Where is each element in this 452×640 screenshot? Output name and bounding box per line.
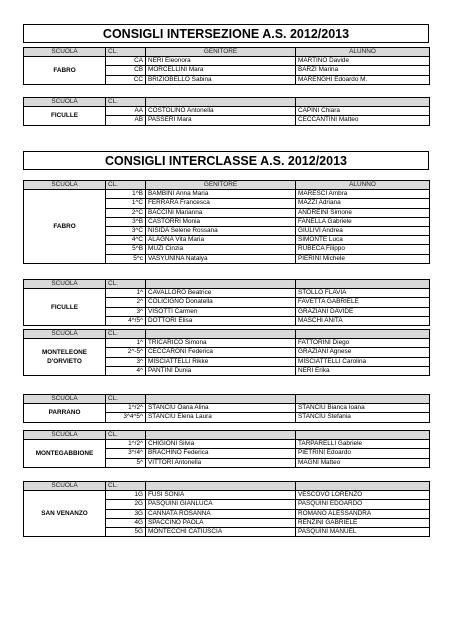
student-cell: STANCIU Stefania [296,413,430,422]
class-cell: CC [106,75,146,84]
header-genitore [146,395,296,404]
class-cell: 4^C [106,236,146,245]
school-table [23,329,430,376]
school-name: FICULLE [24,289,106,326]
header-alunno [296,431,430,440]
header-cl: CL. [106,330,146,339]
table-row [24,339,430,348]
parent-cell: PASQUINI GIANLUCA [146,500,296,509]
student-cell: STANCIU Bianca Ioana [296,404,430,413]
parent-cell: BAMBINI Anna Maria [146,190,296,199]
student-cell: BARZI Marina [296,66,430,75]
table-header-row [24,280,430,289]
student-cell: PASQUINI EDOARDO [296,500,430,509]
table-row [24,57,430,66]
parent-cell: TRICARICO Simona [146,339,296,348]
parent-cell: MORCELLINI Mara [146,66,296,75]
header-cl: CL. [106,280,146,289]
class-cell: AA [106,107,146,116]
header-genitore [146,98,296,107]
class-cell: 5^c [106,254,146,263]
header-scuola: SCUOLA [24,431,106,440]
class-cell: 5^B [106,245,146,254]
student-cell: STOLLO FLAVIA [296,289,430,298]
header-scuola: SCUOLA [24,98,106,107]
header-alunno: ALUNNO [296,181,430,190]
class-cell: 3^ [106,357,146,366]
student-cell: FAVETTA GABRIELE [296,298,430,307]
parent-cell: MISCIATTELLI Rikke [146,357,296,366]
class-cell: 3G [106,509,146,518]
student-cell: MARTINO Davide [296,57,430,66]
header-alunno: ALUNNO [296,48,430,57]
parent-cell: NERI Eleonora [146,57,296,66]
table-header-row [24,48,430,57]
parent-cell: CHIGIONI Silvia [146,440,296,449]
class-cell: 3^B [106,217,146,226]
class-cell: CB [106,66,146,75]
parent-cell: BRIZIOBELLO Sabina [146,75,296,84]
header-alunno [296,330,430,339]
header-genitore [146,431,296,440]
class-cell: 5G [106,528,146,537]
student-cell: RUBECA Filippo [296,245,430,254]
student-cell: CECCANTINI Matteo [296,116,430,125]
parent-cell: ALAGNA Vita Maria [146,236,296,245]
header-scuola: SCUOLA [24,48,106,57]
interclasse-title: CONSIGLI INTERCLASSE A.S. 2012/2013 [23,151,429,170]
header-cl: CL. [106,395,146,404]
parent-cell: FUSI SONIA [146,491,296,500]
table-row [24,440,430,449]
student-cell: RENZINI GABRIELE [296,518,430,527]
school-table [23,481,430,537]
school-table [23,430,430,468]
table-header-row [24,98,430,107]
class-cell: 1^ [106,289,146,298]
parent-cell: PANTINI Dunia [146,366,296,375]
student-cell: ANDREINI Simone [296,208,430,217]
student-cell: TARPARELLI Gabriele [296,440,430,449]
header-alunno [296,395,430,404]
school-table [23,47,430,85]
school-name: FABRO [24,57,106,85]
class-cell: 2^C [106,208,146,217]
class-cell: 3^/4^ [106,449,146,458]
header-genitore [146,482,296,491]
parent-cell: VASYUNINA Natalya [146,254,296,263]
student-cell: CAPINI Chiara [296,107,430,116]
student-cell: FATTORINI Diego [296,339,430,348]
parent-cell: CAVALLORO Beatrice [146,289,296,298]
student-cell: PASQUINI MANUEL [296,528,430,537]
table-row [24,289,430,298]
class-cell: 4^/5^ [106,316,146,325]
student-cell: MAGNI Matteo [296,458,430,467]
student-cell: MARENGHI Edoardo M. [296,75,430,84]
class-cell: 4G [106,518,146,527]
school-table [23,180,430,264]
class-cell: 1^/2^ [106,440,146,449]
parent-cell: PASSERI Mara [146,116,296,125]
header-scuola: SCUOLA [24,482,106,491]
table-header-row [24,431,430,440]
student-cell: SIMONTE Luca [296,236,430,245]
header-scuola: SCUOLA [24,280,106,289]
student-cell: VESCOVO LORENZO [296,491,430,500]
table-row [24,107,430,116]
class-cell: 1^B [106,190,146,199]
class-cell: AB [106,116,146,125]
header-cl: CL. [106,431,146,440]
parent-cell: VISOTTI Carmen [146,307,296,316]
table-header-row [24,395,430,404]
class-cell: 3^ [106,307,146,316]
class-cell: 1^ [106,339,146,348]
student-cell: ROMANO ALESSANDRA [296,509,430,518]
header-genitore: GENITORE [146,48,296,57]
school-table [23,394,430,423]
table-row [24,491,430,500]
parent-cell: COSTOLINO Antonella [146,107,296,116]
student-cell: FANELLA Gabriele [296,217,430,226]
student-cell: MISCIATTELLI Carolina [296,357,430,366]
header-alunno [296,280,430,289]
parent-cell: BACCINI Marianna [146,208,296,217]
student-cell: MASCHI ANITA [296,316,430,325]
school-name: MONTELEONE D'ORVIETO [24,339,106,376]
school-table [23,279,430,326]
school-name: FABRO [24,190,106,264]
school-name: MONTEGABBIONE [24,440,106,468]
class-cell: 3^C [106,227,146,236]
school-table [23,97,430,126]
header-genitore [146,330,296,339]
parent-cell: MUZI Cinzia [146,245,296,254]
header-cl: CL. [106,482,146,491]
class-cell: 2^-5^ [106,348,146,357]
student-cell: GRAZIANI Agnese [296,348,430,357]
header-cl: CL. [106,48,146,57]
student-cell: GRAZIANI DAVIDE [296,307,430,316]
parent-cell: CASTORRI Monia [146,217,296,226]
header-alunno [296,98,430,107]
class-cell: 4^ [106,366,146,375]
class-cell: 2G [106,500,146,509]
parent-cell: BRACHINO Federica [146,449,296,458]
school-name: FICULLE [24,107,106,125]
header-alunno [296,482,430,491]
class-cell: 1^/2^ [106,404,146,413]
class-cell: 1G [106,491,146,500]
student-cell: MARESCI Ambra [296,190,430,199]
student-cell: PIETRINI Edoardo [296,449,430,458]
student-cell: PIERINI Michele [296,254,430,263]
school-name: SAN VENANZO [24,491,106,537]
class-cell: 2^ [106,298,146,307]
parent-cell: STANCIU Oana Alina [146,404,296,413]
parent-cell: MONTECCHI CATIUSCIA [146,528,296,537]
intersezione-title: CONSIGLI INTERSEZIONE A.S. 2012/2013 [23,24,429,43]
class-cell: 3^4^5^ [106,413,146,422]
table-row [24,190,430,199]
student-cell: GIULIVI Andrea [296,227,430,236]
parent-cell: NISIDA Selene Rossana [146,227,296,236]
student-cell: NERI Erika [296,366,430,375]
header-scuola: SCUOLA [24,181,106,190]
header-scuola: SCUOLA [24,395,106,404]
parent-cell: COLICIGNO Donatella [146,298,296,307]
header-genitore: GENITORE [146,181,296,190]
parent-cell: CECCARONI Federica [146,348,296,357]
header-genitore [146,280,296,289]
table-header-row [24,482,430,491]
table-header-row [24,181,430,190]
parent-cell: SPACCINO PAOLA [146,518,296,527]
table-header-row [24,330,430,339]
parent-cell: FERRARA Francesca [146,199,296,208]
header-cl: CL. [106,98,146,107]
school-name: PARRANO [24,404,106,422]
parent-cell: CANNATA ROSANNA [146,509,296,518]
header-cl: CL. [106,181,146,190]
table-row [24,404,430,413]
header-scuola: SCUOLA [24,330,106,339]
class-cell: CA [106,57,146,66]
parent-cell: STANCIU Elena Laura [146,413,296,422]
class-cell: 5^ [106,458,146,467]
parent-cell: DOTTORI Elisa [146,316,296,325]
class-cell: 1^C [106,199,146,208]
student-cell: MAZZI Adriana [296,199,430,208]
parent-cell: VITTORI Antonella [146,458,296,467]
